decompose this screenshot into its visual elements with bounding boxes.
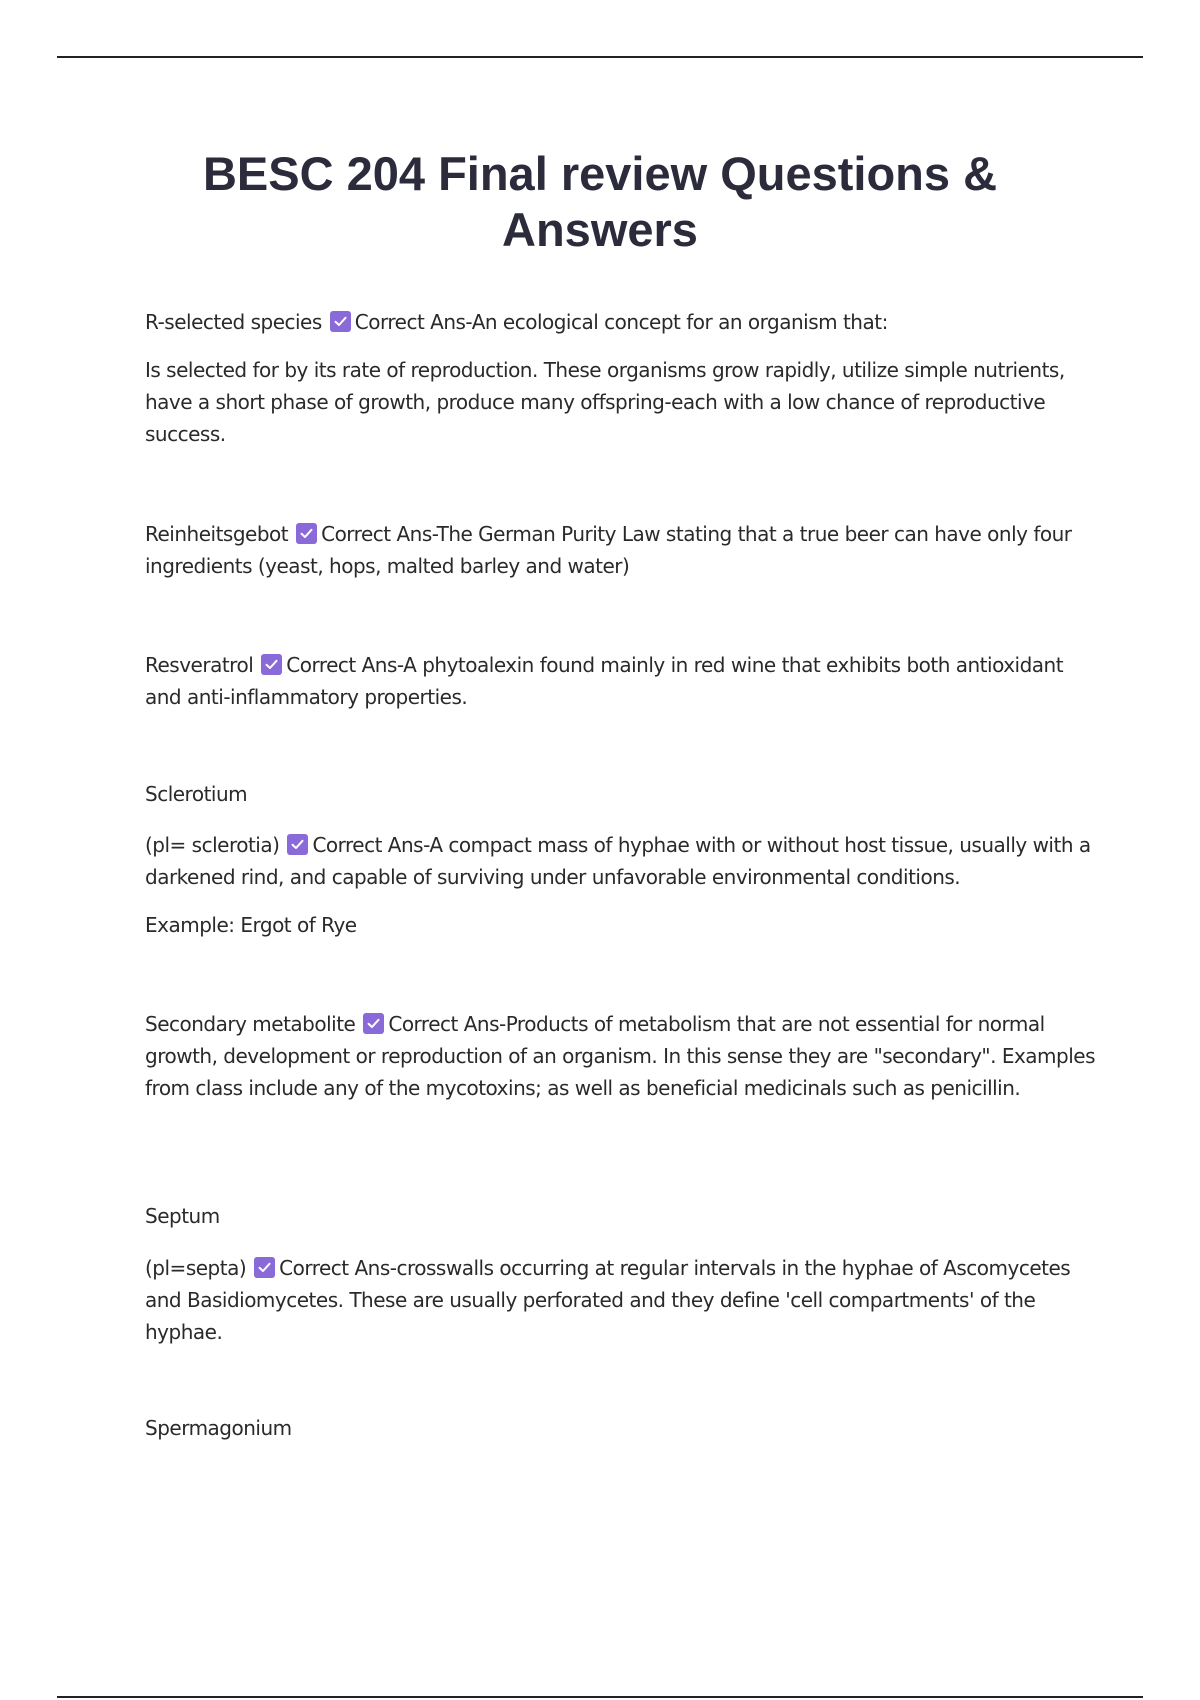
- entry-septum: [145, 1252, 1095, 1348]
- entry-sclerotium-example: Example: Ergot of Rye: [145, 913, 357, 937]
- entry-r-selected-species: [145, 306, 1095, 338]
- term: Resveratrol: [145, 653, 254, 677]
- plural: (pl= sclerotia): [145, 833, 280, 857]
- term: Secondary metabolite: [145, 1012, 356, 1036]
- entry-secondary-metabolite: [145, 1008, 1095, 1104]
- entry-resveratrol: [145, 649, 1095, 713]
- entry-sclerotium-term: Sclerotium: [145, 782, 248, 806]
- checkbox-checked-icon: [363, 1013, 384, 1034]
- answer: Correct Ans-The German Purity Law stating that a true beer can have only four ingredients (yeast, hops, malted barley and water): [145, 522, 1072, 578]
- entry-reinheitsgebot: [145, 518, 1095, 582]
- answer: Correct Ans-An ecological concept for an organism that:: [354, 310, 888, 334]
- checkbox-checked-icon: [296, 523, 317, 544]
- entry-septum-term: Septum: [145, 1204, 220, 1228]
- entry-spermagonium-term: Spermagonium: [145, 1416, 292, 1440]
- answer: Correct Ans-A phytoalexin found mainly in red wine that exhibits both antioxidant and anti-inflammatory properties.: [145, 653, 1064, 709]
- answer: Correct Ans-Products of metabolism that are not essential for normal growth, development or reproduction of an organism. In this sense they are "secondary". Examples from class include any of the mycotoxins; as well as beneficial medicinals such as penicillin.: [145, 1012, 1096, 1100]
- entry-r-selected-continuation: Is selected for by its rate of reproduction. These organisms grow rapidly, utilize simple nutrients, have a short phase of growth, produce many offspring-each with a low chance of reproductive success.: [145, 358, 1065, 446]
- entry-sclerotium: [145, 829, 1095, 893]
- term: R-selected species: [145, 310, 322, 334]
- document-title: BESC 204 Final review Questions & Answers: [202, 147, 998, 256]
- plural: (pl=septa): [145, 1256, 247, 1280]
- checkbox-checked-icon: [330, 311, 351, 332]
- term: Reinheitsgebot: [145, 522, 289, 546]
- bottom-rule: [57, 1696, 1143, 1698]
- answer: Correct Ans-crosswalls occurring at regular intervals in the hyphae of Ascomycetes and Basidiomycetes. These are usually perforated and they define 'cell compartments' of the hyphae.: [145, 1256, 1071, 1344]
- top-rule: [57, 56, 1143, 58]
- checkbox-checked-icon: [287, 834, 308, 855]
- checkbox-checked-icon: [254, 1257, 275, 1278]
- answer: Correct Ans-A compact mass of hyphae with or without host tissue, usually with a darkened rind, and capable of surviving under unfavorable environmental conditions.: [145, 833, 1091, 889]
- checkbox-checked-icon: [261, 654, 282, 675]
